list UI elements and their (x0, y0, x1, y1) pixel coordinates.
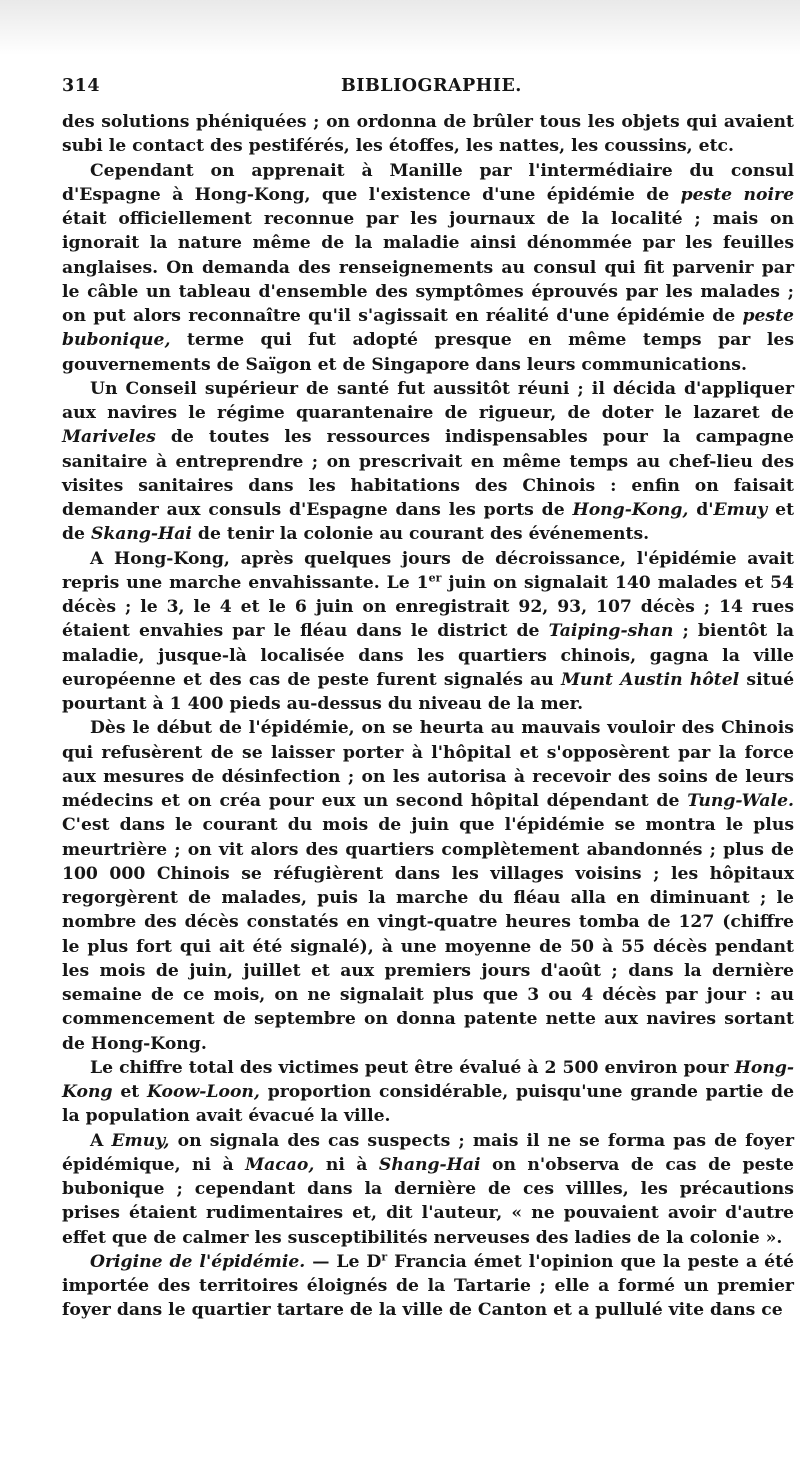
text-run: ; bientôt la maladie, jusque-là localisée dans les quartiers chinois, gagna la ville européenne et des cas de peste furent signalés au (62, 621, 794, 690)
text-run: on signala des cas suspects ; mais il ne se forma pas de foyer épidémique, ni à (62, 1130, 794, 1175)
italic-text: peste noire (680, 184, 795, 205)
italic-text: Origine de l'épidémie. (90, 1251, 306, 1272)
text-run: était officiellement reconnue par les journaux de la localité ; mais on ignorait la nature même de la maladie ainsi dénommée par les feuilles anglaises. On demanda des renseignements au consul qui fit parvenir par le câble un tableau d'ensemble des symptômes éprouvés par les malades ; on put alors reconnaître qu'il s'agissait en réalité d'une épidémie de (62, 209, 794, 326)
text-run: Cependant on apprenait à Manille par l'intermédiaire du consul d'Espagne à Hong-Kong, que l'existence d'une épidémie de (62, 160, 794, 205)
text-run: de toutes les ressources indispensables pour la campagne sanitaire à entreprendre ; on prescrivait en même temps au chef-lieu des visites sanitaires dans les habitations des Chinois : enfin on faisait demander aux consuls d'Espagne dans les ports de (62, 427, 794, 520)
page-header (62, 76, 792, 100)
paragraph (62, 159, 794, 377)
text-run: d' (688, 500, 714, 520)
text-run: Francia émet l'opinion que la peste a été importée des territoires éloignés de la Tartarie ; elle a formé un premier foyer dans le quartier tartare de la ville de Canton et a pullulé vite dans ce (62, 1251, 794, 1321)
paragraph (62, 110, 794, 159)
text-run: de tenir la colonie au courant des événements. (191, 524, 650, 545)
text-run: proportion considérable, puisqu'une grande partie de la population avait évacué la ville. (62, 1082, 795, 1127)
italic-text: Koow-Loon, (147, 1082, 260, 1102)
superscript: er (428, 571, 442, 585)
text-run: ni à (314, 1154, 379, 1175)
page-number: 314 (62, 76, 101, 96)
text-run: juin on signalait 140 malades et 54 décès ; le 3, le 4 et le 6 juin on enregistrait 92, 93, 107 décès ; 14 rues étaient envahies par le fléau dans le district de (62, 572, 794, 642)
italic-text: Taiping-shan (548, 621, 674, 642)
text-run: des solutions phéniquées ; on ordonna de brûler tous les objets qui avaient subi le contact des pestiférés, les étoffes, les nattes, les coussins, etc. (62, 112, 794, 157)
text-run: et (112, 1082, 147, 1102)
italic-text: Tung-Wale. (687, 791, 794, 811)
text-run: A (90, 1130, 112, 1151)
italic-text: Hong-Kong, (572, 500, 689, 520)
italic-text: Shang-Hai (378, 1154, 481, 1175)
text-run: Le chiffre total des victimes peut être évalué à 2 500 environ pour (90, 1057, 735, 1078)
paragraph (62, 1129, 794, 1250)
text-run: Dès le début de l'épidémie, on se heurta au mauvais vouloir des Chinois qui refusèrent de se laisser porter à l'hôpital et s'opposèrent par la force aux mesures de désinfection ; on les autorisa à recevoir des soins de leurs médecins et on créa pour eux un second hôpital dépendant de (62, 718, 794, 811)
italic-text: Mariveles (62, 427, 156, 448)
italic-text: Emuy (713, 500, 768, 520)
text-run: — Le D (305, 1251, 382, 1272)
paragraph (62, 547, 794, 717)
italic-text: Macao, (245, 1154, 315, 1175)
text-run: A Hong-Kong, après quelques jours de décroissance, l'épidémie avait repris une marche envahissante. Le 1 (62, 548, 794, 593)
body-text (62, 110, 794, 1323)
text-run: situé pourtant à 1 400 pieds au-dessus du niveau de la mer. (62, 669, 795, 714)
italic-text: Skang-Hai (90, 524, 192, 545)
text-run: on n'observa de cas de peste bubonique ; cependant dans la dernière de ces villles, les précautions prises étaient rudimentaires et, dit l'auteur, « ne pouvaient avoir d'autre effet que de calmer les susceptibilités nerveuses des ladies de la colonie ». (62, 1154, 794, 1248)
italic-text: Munt Austin hôtel (560, 669, 740, 690)
paragraph (62, 716, 794, 1056)
text-run: terme qui fut adopté presque en même temps par les gouvernements de Saïgon et de Singapore dans leurs communications. (62, 330, 794, 375)
text-run: et de (62, 500, 795, 545)
italic-text: peste bubonique, (62, 306, 794, 351)
italic-text: Emuy, (111, 1130, 170, 1151)
text-run: Un Conseil supérieur de santé fut aussitôt réuni ; il décida d'appliquer aux navires le régime quarantenaire de rigueur, de doter le lazaret de (62, 378, 794, 423)
italic-text: Hong-Kong (62, 1057, 794, 1102)
paragraph (62, 377, 794, 547)
paragraph (62, 1056, 794, 1129)
running-title: BIBLIOGRAPHIE. (341, 76, 522, 96)
superscript: r (381, 1250, 388, 1264)
paragraph (62, 1250, 794, 1323)
text-run: C'est dans le courant du mois de juin que l'épidémie se montra le plus meurtrière ; on vit alors des quartiers complètement abandonnés ; plus de 100 000 Chinois se réfugièrent dans les villages voisins ; les hôpitaux regorgèrent de malades, puis la marche du fléau alla en diminuant ; le nombre des décès constatés en vingt-quatre heures tomba de 127 (chiffre le plus fort qui ait été signalé), à une moyenne de 50 à 55 décès pendant les mois de juin, juillet et aux premiers jours d'août ; dans la dernière semaine de ce mois, on ne signalait plus que 3 ou 4 décès par jour : au commencement de septembre on donna patente nette aux navires sortant de Hong-Kong. (62, 815, 794, 1054)
